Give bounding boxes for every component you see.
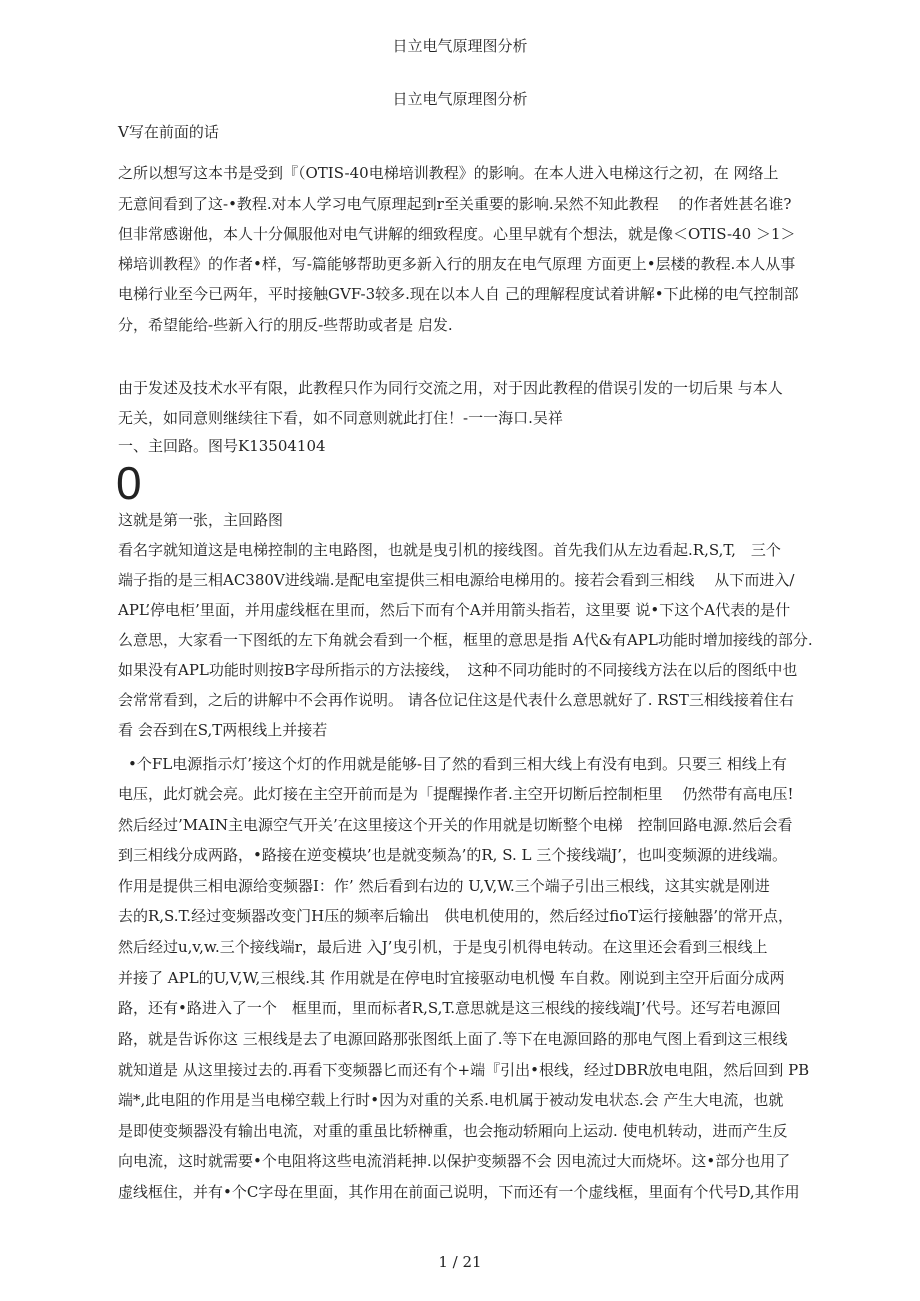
text-line: 看名字就知道这是电梯控制的主电路图，也就是曳引机的接线图。首先我们从左边看起.R,S,T, 三个 <box>118 541 781 559</box>
text-line: 然后经过u,v,w.三个接线端r，最后进 入J’曳引机，于是曳引机得电转动。在这里还会看到三根线上 <box>118 938 768 956</box>
text-line: •个FL电源指示灯’接这个灯的作用就是能够-目了然的看到三相大线上有没有电到。只要三 相线上有 <box>128 755 787 773</box>
text-line: 到三相线分成两路，•路接在逆变模块’也是就变频為’的R, S. L 三个接线端J’，也叫变频源的进线端。 <box>118 846 788 864</box>
text-line: 电压，此灯就会亮。此灯接在主空开前而是为「提醒操作者.主空开切断后控制柜里 仍然带有高电压! <box>118 785 794 803</box>
section-heading-main-circuit: 一、主回路。图号K13504104 <box>118 437 326 455</box>
text-line: 向电流，这时就需要•个电阻将这些电流消耗抻.以保护变频器不会 因电流过大而烧坏。这•部分也用了 <box>118 1152 791 1170</box>
text-line: 然后经过’MAIN主电源空气开关’在这里接这个开关的作用就是切断整个电梯 控制回路电源.然后会看 <box>118 816 793 834</box>
text-line: 梯培训教程》的作者•样，写-篇能够帮助更多新入行的朋友在电气原理 方面更上•层楼的教程.本人从事 <box>118 255 796 273</box>
figure-placeholder: 0 <box>116 457 142 509</box>
text-line: 由于发述及技术水平有限，此教程只作为同行交流之用，对于因此教程的借误引发的一切后果 与本人 <box>118 379 783 397</box>
text-line: 去的R,S.T.经过变频器改变门H压的频率后输出 供电机使用的，然后经过fioT运行接触器’的常开点， <box>118 907 794 925</box>
text-line: 路，就是告诉你这 三根线是去了电源回路那张图纸上面了.等下在电源回路的那电气图上看到这三根线 <box>118 1030 788 1048</box>
figure-caption: 这就是第一张，主回路图 <box>118 511 284 529</box>
text-line: 看 会吞到在S,T两根线上并接若 <box>118 721 328 739</box>
text-line: 虚线框住，并有•个C字母在里面，其作用在前面己说明，下而还有一个虚线框，里面有个代号D,其作用 <box>118 1183 800 1201</box>
text-line: 电梯行业至今已两年，平时接触GVF-3较多.现在以本人自 己的理解程度试着讲解•下此梯的电气控制部 <box>118 285 799 303</box>
text-line: 就知道是 从这里接过去的.再看下变频器匕而还有个+端『引出•根线，经过DBR放电电阻，然后回到 PB <box>118 1061 810 1079</box>
text-line: 么意思，大家看一下图纸的左下角就会看到一个框，框里的意思是指 A代&有APL功能时增加接线的部分. <box>118 631 813 649</box>
text-line: 无关，如同意则继续往下看，如不同意则就此打住！-一一海口.吴祥 <box>118 409 563 427</box>
text-line: 端*,此电阻的作用是当电梯空载上行时•因为对重的关系.电机属于被动发电状态.会 产生大电流，也就 <box>118 1091 784 1109</box>
page-header: 日立电气原理图分析 <box>392 37 528 55</box>
text-line: 分，希望能给-些新入行的朋反-些帮助或者是 启发. <box>118 316 453 334</box>
text-line: 如果没有APL功能时则按B字母所指示的方法接线， 这种不同功能时的不同接线方法在以后的图纸中也 <box>118 661 798 679</box>
text-line: 无意间看到了这-•教程.对本人学习电气原理起到r至关重要的影响.呆然不知此教程 的作者姓甚名谁? <box>118 195 792 213</box>
text-line: APL’停电柜’里面，并用虚线框在里而，然后下而有个A并用箭头指若，这里要 说•下这个A代表的是什 <box>118 601 791 619</box>
text-line: 并接了 APL的U,V,W,三根线.其 作用就是在停电时宜接驱动电机慢 车自救。刚说到主空开后面分成两 <box>118 969 785 987</box>
text-line: 会常常看到，之后的讲解中不会再作说明。 请各位记住这是代表什么意思就好了. RST三相线接着住右 <box>118 691 794 709</box>
section-heading-preface: V写在前面的话 <box>118 123 219 141</box>
text-line: 是即使变频器没有输出电流，对重的重虽比轿榊重，也会拖动轿厢向上运动. 使电机转动，进而产生反 <box>118 1122 788 1140</box>
page-number: 1 / 21 <box>438 1253 482 1271</box>
text-line: 作用是提供三相电源给变频器I：作’ 然后看到右边的 U,V,W.三个端子引出三根线，这其实就是刚进 <box>118 877 770 895</box>
text-line: 但非常感谢他，本人十分佩服他对电气讲解的细致程度。心里早就有个想法，就是像＜OTIS-40 ＞1＞ <box>118 225 796 243</box>
text-line: 端子指的是三相AC380V进线端.是配电室提供三相电源给电梯用的。接若会看到三相线 从下而进入/ <box>118 571 795 589</box>
text-line: 路，还有•路进入了一个 框里而，里而标者R,S,T.意思就是这三根线的接线端J’代号。还写若电源回 <box>118 999 781 1017</box>
document-title: 日立电气原理图分析 <box>392 90 528 108</box>
text-line: 之所以想写这本书是受到『（OTIS-40电梯培训教程》的影响。在本人进入电梯这行之初，在 网络上 <box>118 164 779 182</box>
